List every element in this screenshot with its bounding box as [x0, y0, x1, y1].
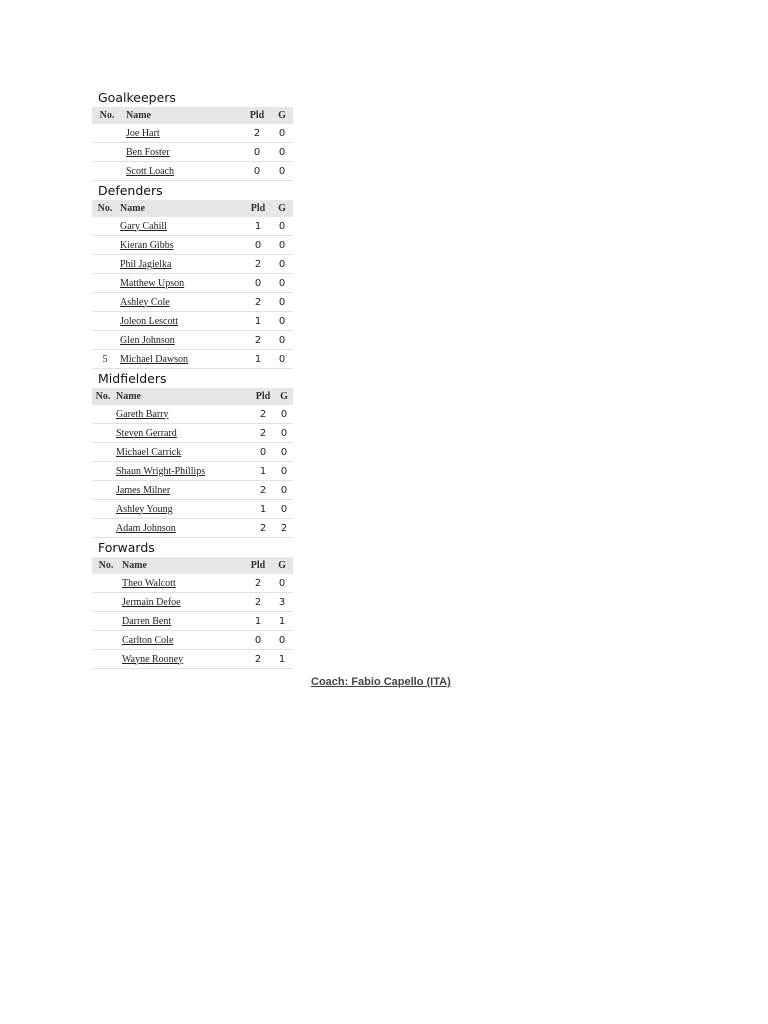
table-row	[92, 593, 293, 612]
player-goals: 0	[275, 481, 293, 500]
table-row	[92, 574, 293, 593]
player-pld: 2	[245, 650, 271, 669]
player-goals: 0	[271, 631, 293, 650]
player-no	[92, 274, 118, 293]
player-goals: 0	[271, 274, 293, 293]
table-header	[92, 200, 293, 217]
table-row	[92, 650, 293, 669]
player-name-link[interactable]: Adam Johnson	[116, 522, 176, 534]
player-name-link[interactable]: Gareth Barry	[116, 408, 169, 420]
table-row	[92, 405, 293, 424]
header-name: Name	[114, 388, 251, 405]
header-no: No.	[92, 107, 122, 124]
player-no	[92, 405, 114, 424]
player-goals: 0	[275, 443, 293, 462]
section-defenders	[92, 181, 293, 369]
player-goals: 0	[271, 574, 293, 593]
header-g: G	[275, 388, 293, 405]
player-goals: 0	[271, 293, 293, 312]
player-pld: 0	[245, 274, 271, 293]
player-pld: 0	[243, 143, 271, 162]
player-name-link[interactable]: Ben Foster	[126, 146, 170, 158]
player-name-link[interactable]: Jermain Defoe	[122, 596, 181, 608]
player-no	[92, 481, 114, 500]
player-no	[92, 574, 120, 593]
player-no: 5	[92, 350, 118, 369]
section-title: Defenders	[98, 183, 163, 198]
table-row	[92, 350, 293, 369]
player-pld: 1	[251, 462, 275, 481]
header-name: Name	[122, 107, 243, 124]
player-pld: 2	[245, 293, 271, 312]
player-name-link[interactable]: Darren Bent	[122, 615, 172, 627]
player-no	[92, 612, 120, 631]
player-name-link[interactable]: Theo Walcott	[122, 577, 176, 589]
section-forwards	[92, 538, 293, 669]
squad-table	[92, 557, 293, 669]
player-pld: 1	[251, 500, 275, 519]
player-pld: 0	[243, 162, 271, 181]
player-pld: 1	[245, 217, 271, 236]
player-goals: 0	[271, 124, 293, 143]
player-no	[92, 217, 118, 236]
section-title: Midfielders	[98, 371, 167, 386]
player-goals: 0	[275, 500, 293, 519]
player-no	[92, 519, 114, 538]
coach-link[interactable]: Coach: Fabio Capello (ITA)	[311, 676, 451, 688]
table-row	[92, 462, 293, 481]
table-row	[92, 500, 293, 519]
player-pld: 1	[245, 350, 271, 369]
player-name-link[interactable]: Ashley Cole	[120, 296, 170, 308]
table-row	[92, 124, 293, 143]
player-goals: 0	[271, 143, 293, 162]
player-goals: 0	[275, 424, 293, 443]
player-pld: 2	[251, 481, 275, 500]
header-g: G	[271, 107, 293, 124]
player-goals: 0	[275, 462, 293, 481]
player-goals: 0	[271, 312, 293, 331]
player-name-link[interactable]: Phil Jagielka	[120, 258, 172, 270]
section-title: Goalkeepers	[98, 90, 176, 105]
table-row	[92, 217, 293, 236]
header-name: Name	[118, 200, 245, 217]
player-no	[92, 631, 120, 650]
squad-table	[92, 200, 293, 369]
player-pld: 2	[251, 519, 275, 538]
player-name-link[interactable]: Carlton Cole	[122, 634, 174, 646]
player-goals: 0	[271, 255, 293, 274]
player-name-link[interactable]: Steven Gerrard	[116, 427, 177, 439]
player-no	[92, 331, 118, 350]
player-name-link[interactable]: Joleon Lescott	[120, 315, 179, 327]
player-no	[92, 443, 114, 462]
table-row	[92, 162, 293, 181]
player-pld: 1	[245, 612, 271, 631]
squad-table	[92, 107, 293, 181]
player-pld: 2	[245, 574, 271, 593]
player-pld: 2	[245, 593, 271, 612]
header-pld: Pld	[243, 107, 271, 124]
header-pld: Pld	[245, 200, 271, 217]
player-goals: 1	[271, 612, 293, 631]
player-name-link[interactable]: Glen Johnson	[120, 334, 175, 346]
table-row	[92, 274, 293, 293]
table-row	[92, 331, 293, 350]
header-no: No.	[92, 557, 120, 574]
player-no	[92, 293, 118, 312]
table-row	[92, 443, 293, 462]
player-goals: 3	[271, 593, 293, 612]
player-name-link[interactable]: Scott Loach	[126, 165, 175, 177]
table-row	[92, 519, 293, 538]
player-no	[92, 143, 122, 162]
player-no	[92, 424, 114, 443]
table-row	[92, 312, 293, 331]
player-no	[92, 312, 118, 331]
player-name-link[interactable]: Kieran Gibbs	[120, 239, 174, 251]
player-no	[92, 462, 114, 481]
player-name-link[interactable]: Joe Hart	[126, 127, 160, 139]
player-no	[92, 236, 118, 255]
player-pld: 2	[251, 405, 275, 424]
player-name-link[interactable]: Shaun Wright-Phillips	[116, 465, 206, 477]
player-name-link[interactable]: Wayne Rooney	[122, 653, 184, 665]
table-row	[92, 143, 293, 162]
player-pld: 0	[245, 236, 271, 255]
table-row	[92, 424, 293, 443]
player-goals: 0	[271, 350, 293, 369]
table-row	[92, 612, 293, 631]
header-no: No.	[92, 200, 118, 217]
player-pld: 2	[243, 124, 271, 143]
player-pld: 2	[245, 255, 271, 274]
player-no	[92, 650, 120, 669]
player-no	[92, 500, 114, 519]
player-name-link[interactable]: Michael Dawson	[120, 353, 189, 365]
table-row	[92, 293, 293, 312]
squad-table	[92, 388, 293, 538]
table-row	[92, 631, 293, 650]
header-g: G	[271, 200, 293, 217]
player-goals: 0	[271, 217, 293, 236]
player-name-link[interactable]: Ashley Young	[116, 503, 173, 515]
player-name-link[interactable]: James Milner	[116, 484, 171, 496]
header-no: No.	[92, 388, 114, 405]
table-header	[92, 107, 293, 124]
table-row	[92, 481, 293, 500]
header-pld: Pld	[251, 388, 275, 405]
player-name-link[interactable]: Gary Cahill	[120, 220, 167, 232]
player-no	[92, 162, 122, 181]
header-g: G	[271, 557, 293, 574]
section-goalkeepers	[92, 88, 293, 181]
player-pld: 0	[245, 631, 271, 650]
table-row	[92, 255, 293, 274]
player-name-link[interactable]: Michael Carrick	[116, 446, 182, 458]
player-pld: 0	[251, 443, 275, 462]
player-pld: 2	[251, 424, 275, 443]
player-goals: 2	[275, 519, 293, 538]
player-no	[92, 593, 120, 612]
table-header	[92, 388, 293, 405]
section-title: Forwards	[98, 540, 155, 555]
squad-list	[92, 88, 293, 669]
player-pld: 1	[245, 312, 271, 331]
player-goals: 0	[271, 236, 293, 255]
table-header	[92, 557, 293, 574]
player-goals: 1	[271, 650, 293, 669]
player-goals: 0	[275, 405, 293, 424]
player-name-link[interactable]: Matthew Upson	[120, 277, 185, 289]
header-name: Name	[120, 557, 245, 574]
player-goals: 0	[271, 331, 293, 350]
player-goals: 0	[271, 162, 293, 181]
player-pld: 2	[245, 331, 271, 350]
section-midfielders	[92, 369, 293, 538]
player-no	[92, 124, 122, 143]
player-no	[92, 255, 118, 274]
header-pld: Pld	[245, 557, 271, 574]
table-row	[92, 236, 293, 255]
